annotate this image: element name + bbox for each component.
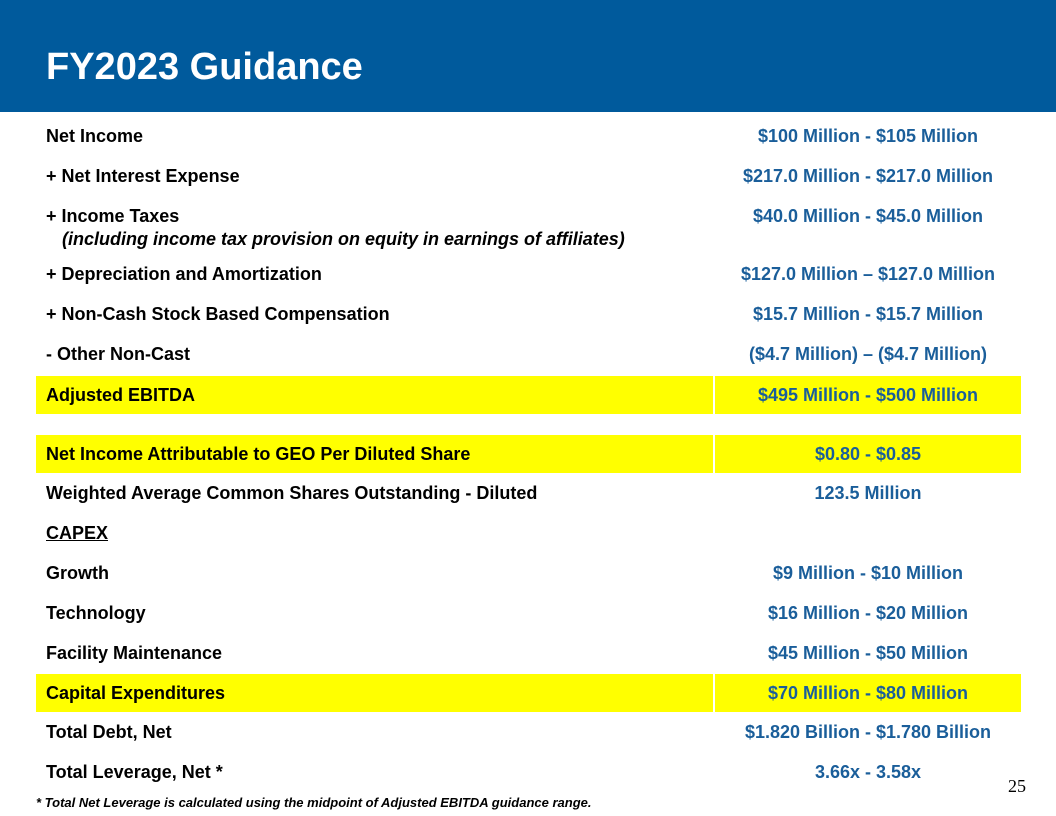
row-label: Net Income xyxy=(46,126,144,146)
row-value: $1.820 Billion - $1.780 Billion xyxy=(744,722,992,742)
table-row-adjusted-ebitda xyxy=(36,376,1021,414)
table-row-other-non-cash xyxy=(36,335,1021,373)
table-row-total-debt xyxy=(36,713,1021,751)
table-row-growth xyxy=(36,554,1021,592)
table-row-eps xyxy=(36,435,1021,473)
table-row-total-leverage xyxy=(36,753,1021,791)
row-value: $217.0 Million - $217.0 Million xyxy=(742,166,994,186)
row-value: $15.7 Million - $15.7 Million xyxy=(752,304,984,324)
row-label: + Depreciation and Amortization xyxy=(46,264,322,284)
table-row-facility-maintenance xyxy=(36,634,1021,672)
row-label: Adjusted EBITDA xyxy=(36,376,713,414)
table-row-weighted-shares xyxy=(36,474,1021,512)
table-row-capex-heading xyxy=(36,514,1021,552)
row-label: + Income Taxes xyxy=(46,206,180,226)
row-value: $70 Million - $80 Million xyxy=(715,674,1021,712)
row-value: 123.5 Million xyxy=(814,483,922,503)
table-row-technology xyxy=(36,594,1021,632)
row-label: Total Debt, Net xyxy=(46,722,172,742)
table-row-depreciation xyxy=(36,255,1021,293)
row-value: $9 Million - $10 Million xyxy=(772,563,964,583)
row-value: $40.0 Million - $45.0 Million xyxy=(752,206,984,226)
income-taxes-note: (including income tax provision on equity in earnings of affiliates) xyxy=(62,229,625,249)
table-row-net-income xyxy=(36,117,1021,155)
row-value: $127.0 Million – $127.0 Million xyxy=(740,264,996,284)
page-number: 25 xyxy=(1008,776,1026,796)
row-label: + Net Interest Expense xyxy=(46,166,240,186)
row-value: $100 Million - $105 Million xyxy=(757,126,979,146)
table-row-net-interest-expense xyxy=(36,157,1021,195)
row-label: Technology xyxy=(46,603,146,623)
row-value: 3.66x - 3.58x xyxy=(814,762,922,782)
table-row-stock-compensation xyxy=(36,295,1021,333)
row-value: $45 Million - $50 Million xyxy=(767,643,969,663)
capex-heading: CAPEX xyxy=(46,523,109,543)
footnote: * Total Net Leverage is calculated using the midpoint of Adjusted EBITDA guidance range. xyxy=(36,795,592,810)
row-value: $16 Million - $20 Million xyxy=(767,603,969,623)
row-label: - Other Non-Cast xyxy=(46,344,190,364)
row-label: Facility Maintenance xyxy=(46,643,223,663)
row-label xyxy=(36,514,713,552)
row-label: Growth xyxy=(46,563,109,583)
row-value: $495 Million - $500 Million xyxy=(715,376,1021,414)
row-value: $0.80 - $0.85 xyxy=(715,435,1021,473)
row-label: Total Leverage, Net * xyxy=(46,762,223,782)
table-row-capital-expenditures xyxy=(36,674,1021,712)
row-label: + Non-Cash Stock Based Compensation xyxy=(46,304,390,324)
row-value xyxy=(715,514,1021,552)
row-label: Net Income Attributable to GEO Per Diluted Share xyxy=(36,435,713,473)
row-value: ($4.7 Million) – ($4.7 Million) xyxy=(748,344,988,364)
title-bar xyxy=(0,0,1056,112)
row-label: Capital Expenditures xyxy=(36,674,713,712)
row-label: Weighted Average Common Shares Outstanding - Diluted xyxy=(46,483,538,503)
page-title: FY2023 Guidance xyxy=(46,46,363,88)
